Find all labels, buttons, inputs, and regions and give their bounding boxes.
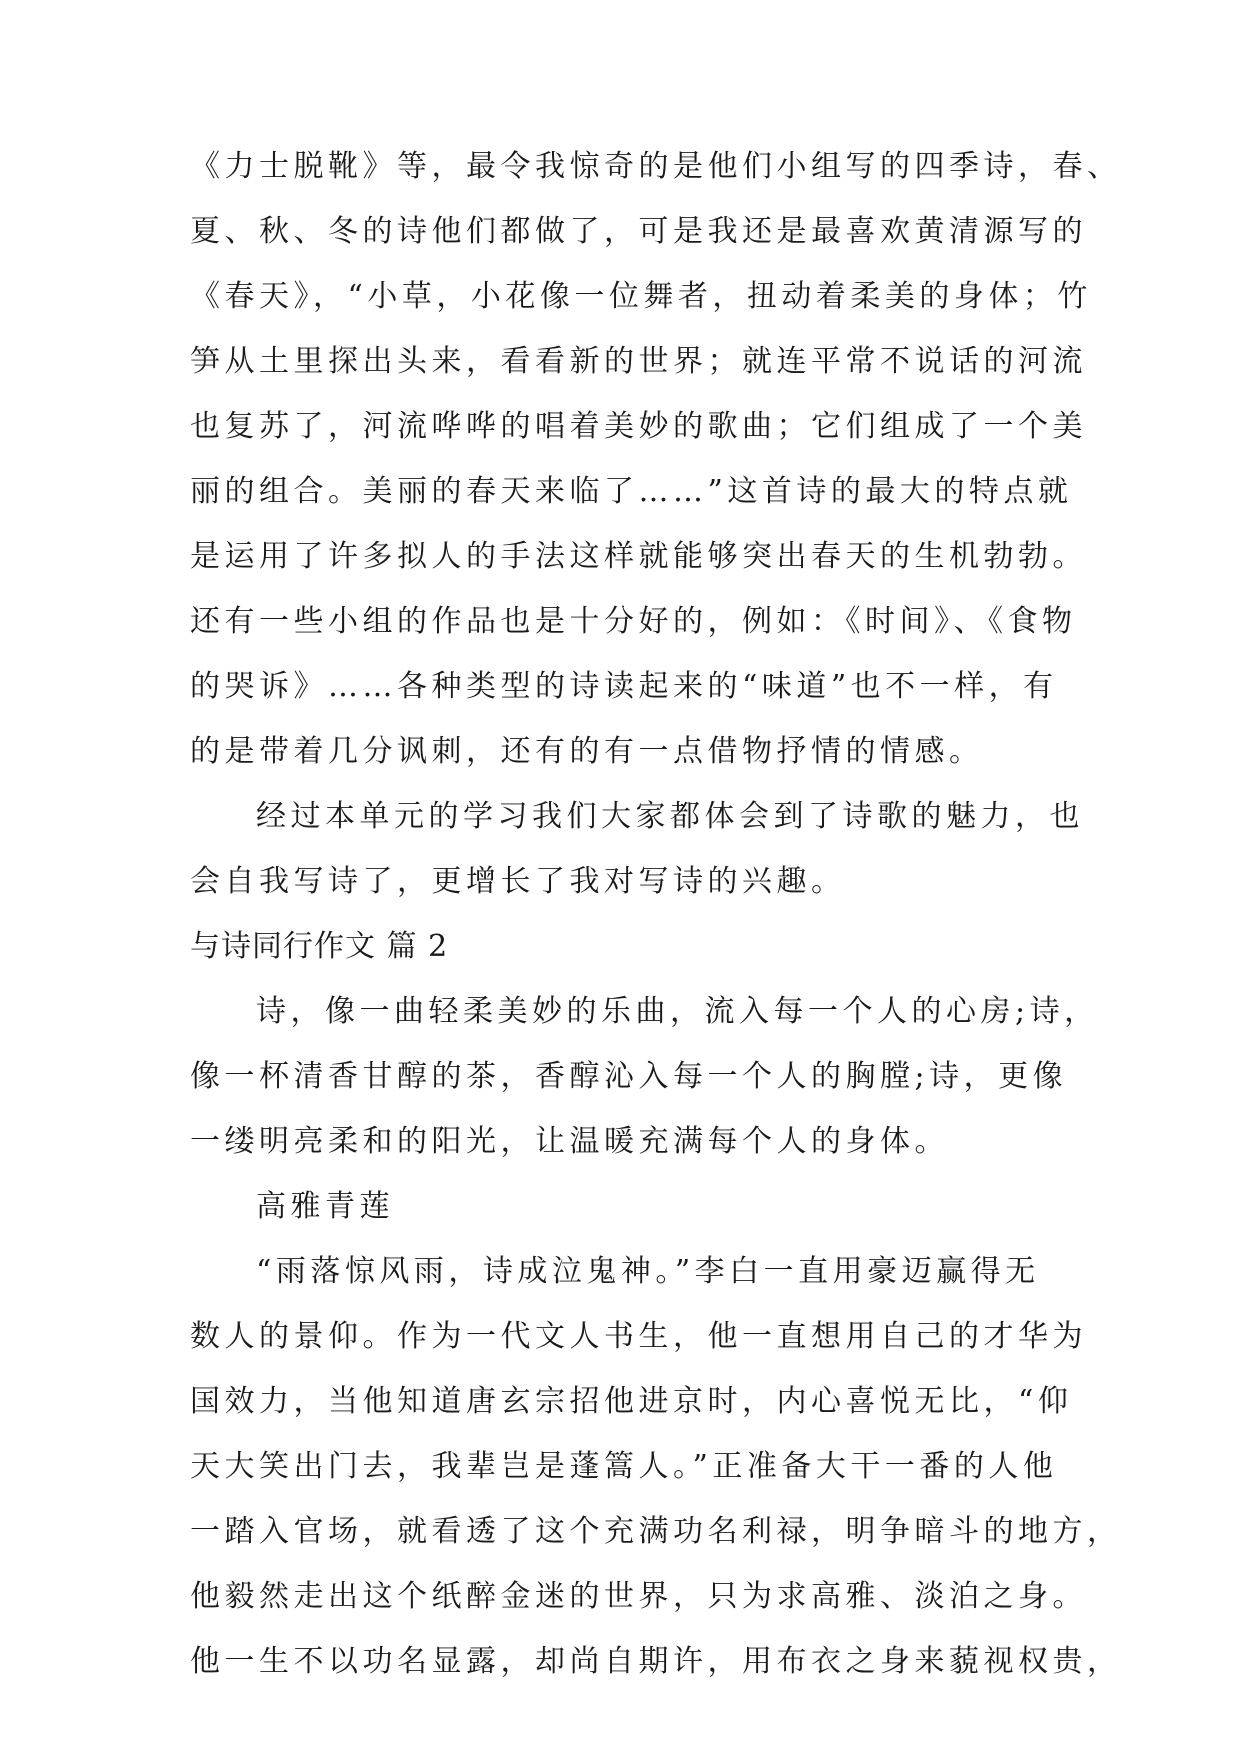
text-line: 的是带着几分讽刺，还有的有一点借物抒情的情感。 — [190, 734, 984, 769]
text-line: 他一生不以功名显露，却尚自期许，用布衣之身来藐视权贵， — [190, 1644, 1122, 1679]
text-line: 会自我写诗了，更增长了我对写诗的兴趣。 — [190, 864, 846, 899]
paragraph-start-line: 诗，像一曲轻柔美妙的乐曲，流入每一个人的心房;诗， — [256, 994, 1099, 1029]
text-line: 夏、秋、冬的诗他们都做了，可是我还是最喜欢黄清源写的 — [190, 214, 1087, 249]
text-line: 也复苏了，河流哗哗的唱着美妙的歌曲；它们组成了一个美 — [190, 409, 1087, 444]
text-line: 丽的组合。美丽的春天来临了……”这首诗的最大的特点就 — [190, 474, 1073, 509]
section-heading: 与诗同行作文 篇 2 — [190, 929, 449, 964]
text-line: 笋从土里探出头来，看看新的世界；就连平常不说话的河流 — [190, 344, 1087, 379]
text-line: 他毅然走出这个纸醉金迷的世界，只为求高雅、淡泊之身。 — [190, 1579, 1087, 1614]
text-line: 国效力，当他知道唐玄宗招他进京时，内心喜悦无比，“仰 — [190, 1384, 1073, 1419]
text-line: 的哭诉》……各种类型的诗读起来的“味道”也不一样，有 — [190, 669, 1058, 704]
text-line: 还有一些小组的作品也是十分好的，例如：《时间》、《食物 — [190, 604, 1077, 639]
paragraph-start-line: “雨落惊风雨，诗成泣鬼神。”李白一直用豪迈赢得无 — [256, 1254, 1040, 1289]
document-body — [190, 134, 1122, 1694]
subheading: 高雅青莲 — [256, 1189, 394, 1224]
text-line: 《春天》，“小草，小花像一位舞者，扭动着柔美的身体；竹 — [190, 279, 1092, 314]
text-line: 像一杯清香甘醇的茶，香醇沁入每一个人的胸膛;诗，更像 — [190, 1059, 1068, 1094]
text-line: 《力士脱靴》等，最令我惊奇的是他们小组写的四季诗，春、 — [190, 149, 1122, 184]
text-line: 是运用了许多拟人的手法这样就能够突出春天的生机勃勃。 — [190, 539, 1087, 574]
text-line: 一踏入官场，就看透了这个充满功名利禄，明争暗斗的地方， — [190, 1514, 1122, 1549]
text-line: 一缕明亮柔和的阳光，让温暖充满每个人的身体。 — [190, 1124, 949, 1159]
text-line: 数人的景仰。作为一代文人书生，他一直想用自己的才华为 — [190, 1319, 1087, 1354]
paragraph-start-line: 经过本单元的学习我们大家都体会到了诗歌的魅力，也 — [256, 799, 1084, 834]
text-line: 天大笑出门去，我辈岂是蓬篙人。”正准备大干一番的人他 — [190, 1449, 1058, 1484]
